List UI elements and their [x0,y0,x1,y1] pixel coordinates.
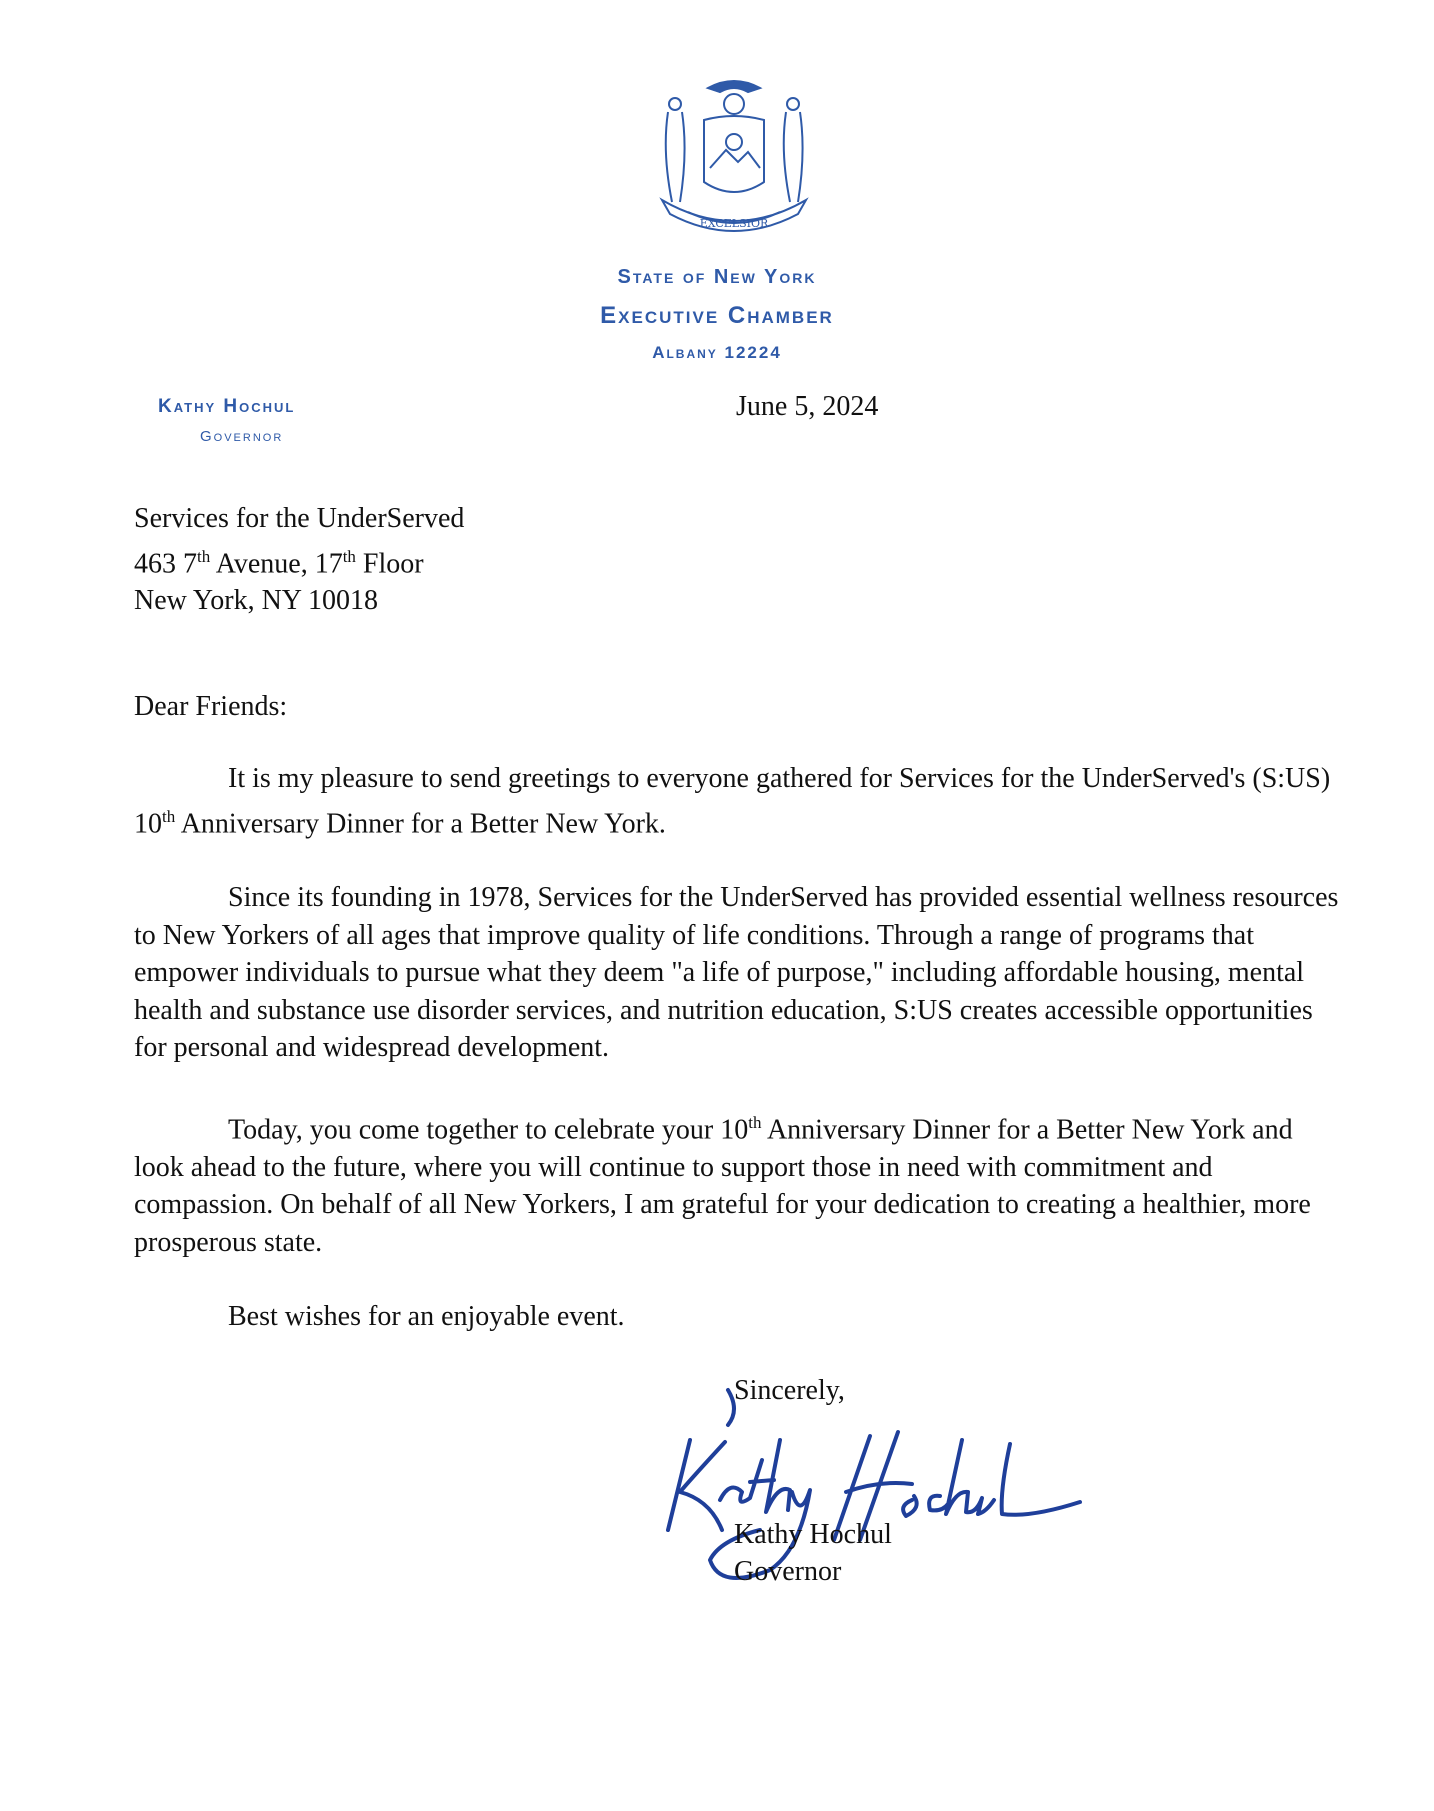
handwritten-signature [650,1380,1100,1600]
recipient-city: New York, NY 10018 [134,585,378,617]
salutation: Dear Friends: [134,691,288,722]
sender-title: Governor [200,428,284,445]
paragraph-2: Since its founding in 1978, Services for the UnderServed has provided essential wellness resources to New Yorkers of all ages that improve quality of life conditions. Through a range of programs that empower individuals to pursue what they deem "a life of purpose," including affordable housing, mental health and substance use disorder services, and nutrition education, S:US creates accessible opportunities for personal and widespread development. [134,882,1339,1064]
valediction: Sincerely, [734,1375,845,1406]
paragraph-3: Today, you come together to celebrate your 10th Anniversary Dinner for a Better New York and look ahead to the future, where you will continue to support those in need with commitment and compassion. On behalf of all New Yorkers, I am grateful for your dedication to creating a healthier, more prosperous state. [134,1112,1311,1258]
sender-name: Kathy Hochul [158,396,296,417]
state-heading: State of New York [617,266,817,288]
letter-body [134,760,1344,1373]
seal-motto: EXCELSIOR [699,217,769,230]
recipient-address [134,500,464,620]
new-york-state-seal-icon [648,72,820,244]
letter-date: June 5, 2024 [736,391,879,422]
chamber-heading: Executive Chamber [600,302,834,329]
recipient-street: 463 7th Avenue, 17th Floor [134,546,424,579]
city-heading: Albany 12224 [652,343,782,362]
paragraph-4: Best wishes for an enjoyable event. [228,1301,625,1333]
recipient-org: Services for the UnderServed [134,503,465,534]
signer-name: Kathy Hochul [734,1519,892,1550]
signer-title: Governor [734,1556,842,1587]
paragraph-1: It is my pleasure to send greetings to everyone gathered for Services for the UnderServed's (S:US) 10th Anniversary Dinner for a Better New York. [134,763,1331,839]
